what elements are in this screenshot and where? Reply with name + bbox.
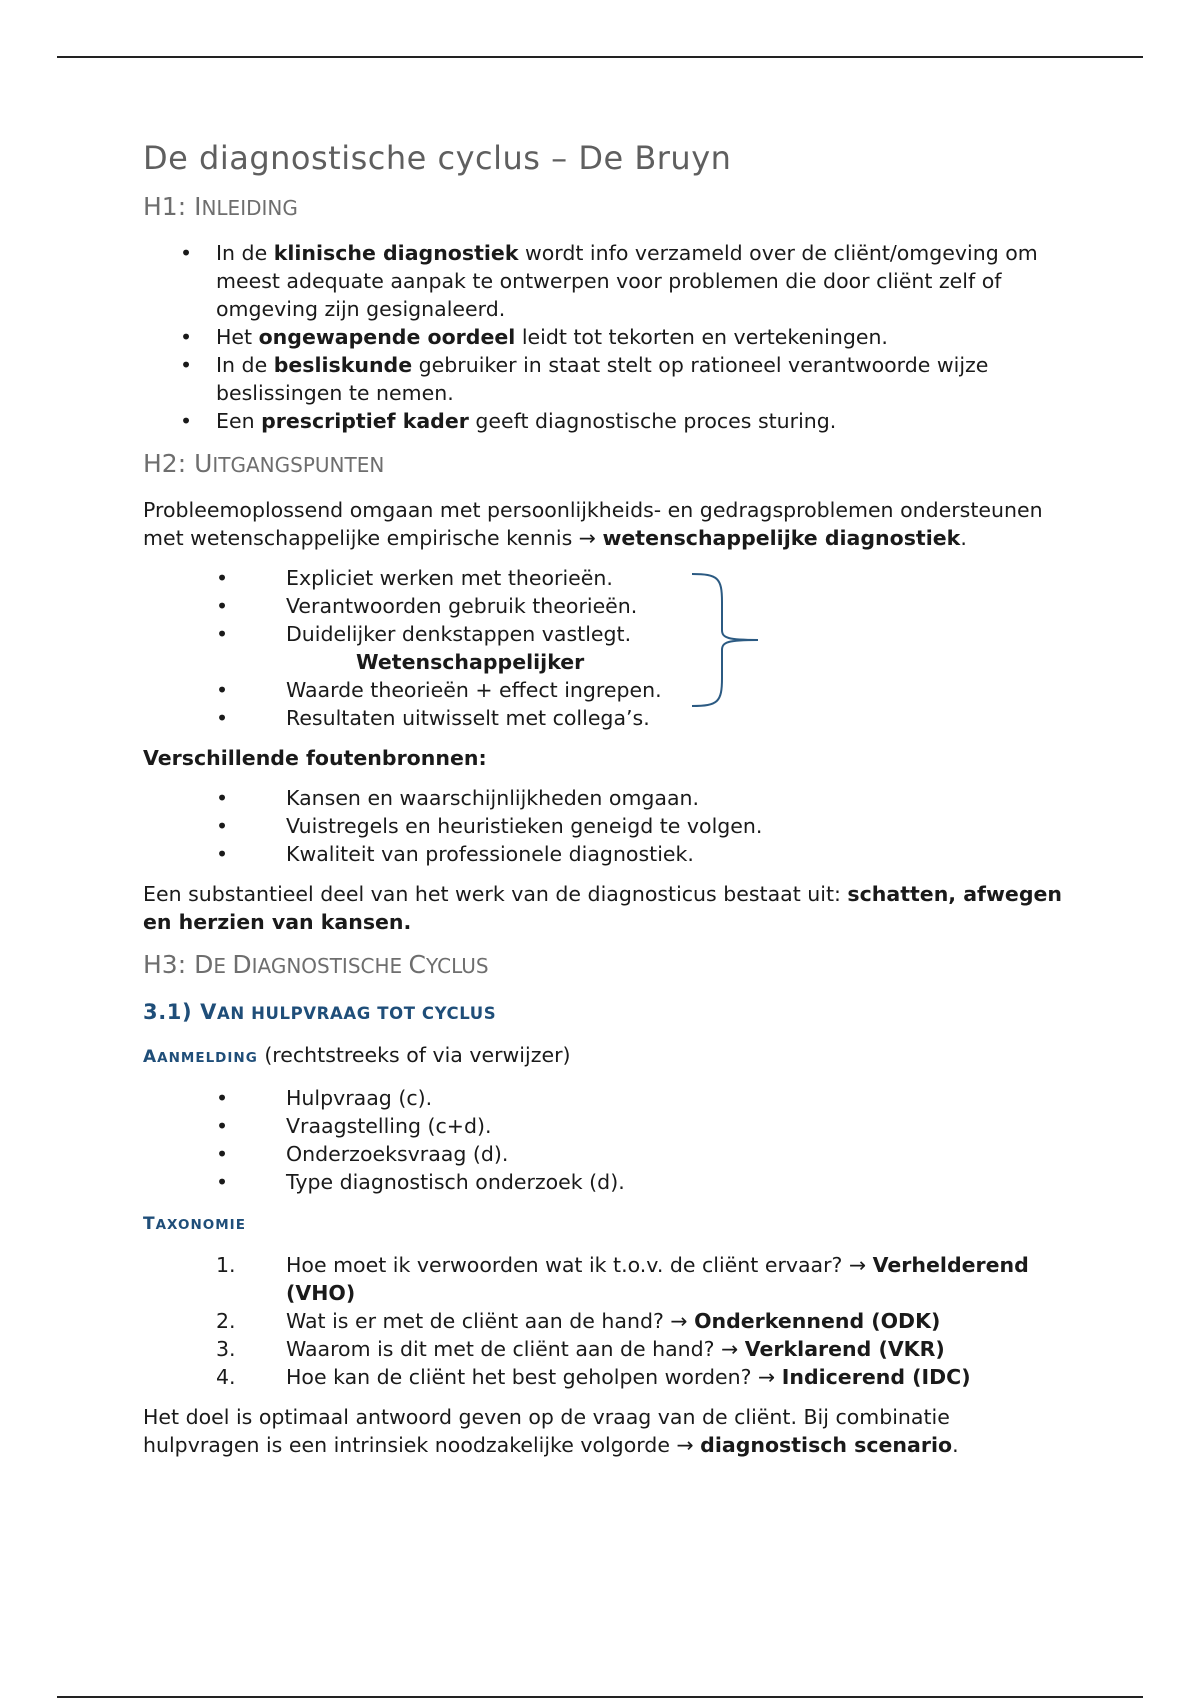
aanmelding-heading: AANMELDING (rechtstreeks of via verwijzer) (143, 1043, 571, 1067)
h1-bullet-list (143, 239, 1063, 435)
heading-h3: H3: DE DIAGNOSTISCHE CYCLUS (143, 950, 489, 979)
list-item: • Onderzoeksvraag (d). (216, 1142, 509, 1166)
h2-intro-paragraph: Probleemoplossend omgaan met persoonlijkheids- en gedragsproblemen ondersteunen met wetenschappelijke empirische kennis → wetenschappelijke diagnostiek. (143, 498, 1043, 550)
aanmelding-list (143, 1084, 1063, 1196)
list-item: • In de besliskunde gebruiker in staat stelt op rationeel verantwoorde wijze beslissingen te nemen. (143, 351, 1063, 407)
list-item: • Expliciet werken met theorieën. (216, 566, 613, 590)
substantieel-paragraph: Een substantieel deel van het werk van de diagnosticus bestaat uit: schatten, afwegen en herzien van kansen. (143, 882, 1062, 934)
list-item: • Een prescriptief kader geeft diagnostische proces sturing. (143, 407, 1063, 435)
top-rule (57, 56, 1143, 58)
list-item: 4. Hoe kan de cliënt het best geholpen worden? → Indicerend (IDC) (216, 1365, 971, 1389)
list-item: • Het ongewapende oordeel leidt tot tekorten en vertekeningen. (143, 323, 1063, 351)
heading-h1: H1: INLEIDING (143, 192, 298, 221)
list-item: • In de klinische diagnostiek wordt info verzameld over de cliënt/omgeving om meest adequate aanpak te ontwerpen voor problemen die door cliënt zelf of omgeving zijn gesignaleerd. (143, 239, 1063, 323)
list-item: • Vraagstelling (c+d). (216, 1114, 492, 1138)
list-item: • Hulpvraag (c). (216, 1086, 433, 1110)
list-item: 3. Waarom is dit met de cliënt aan de hand? → Verklarend (VKR) (216, 1337, 945, 1361)
list-item: • Kansen en waarschijnlijkheden omgaan. (216, 786, 700, 810)
wetenschappelijker-group (143, 564, 1063, 732)
foutenbronnen-title: Verschillende foutenbronnen: (143, 746, 487, 770)
list-item: • Waarde theorieën + effect ingrepen. (216, 678, 662, 702)
list-item: • Type diagnostisch onderzoek (d). (216, 1170, 625, 1194)
subheading-3-1: 3.1) VAN HULPVRAAG TOT CYCLUS (143, 1000, 497, 1024)
list-item: • Resultaten uitwisselt met collega’s. (216, 706, 650, 730)
list-item: • Kwaliteit van professionele diagnostiek. (216, 842, 694, 866)
doel-paragraph: Het doel is optimaal antwoord geven op de vraag van de cliënt. Bij combinatie hulpvragen is een intrinsiek noodzakelijke volgorde → diagnostisch scenario. (143, 1405, 959, 1457)
h2-bullet-list (143, 564, 1063, 732)
foutenbronnen-list (143, 784, 1063, 868)
taxonomie-heading: TAXONOMIE (143, 1214, 246, 1234)
heading-h2: H2: UITGANGSPUNTEN (143, 449, 385, 478)
list-item: 2. Wat is er met de cliënt aan de hand? → Onderkennend (ODK) (216, 1309, 941, 1333)
curly-brace-icon (688, 572, 768, 712)
list-item: 1. Hoe moet ik verwoorden wat ik t.o.v. de cliënt ervaar? → Verhelderend (VHO) (216, 1253, 1029, 1305)
list-item: • Vuistregels en heuristieken geneigd te volgen. (216, 814, 763, 838)
document-title: De diagnostische cyclus – De Bruyn (143, 139, 732, 177)
taxonomie-list (143, 1251, 1063, 1391)
bottom-rule (57, 1696, 1143, 1698)
brace-label: Wetenschappelijker (356, 650, 585, 674)
document-page (143, 138, 1063, 1471)
list-item: • Duidelijker denkstappen vastlegt. (216, 622, 632, 646)
list-item: • Verantwoorden gebruik theorieën. (216, 594, 638, 618)
